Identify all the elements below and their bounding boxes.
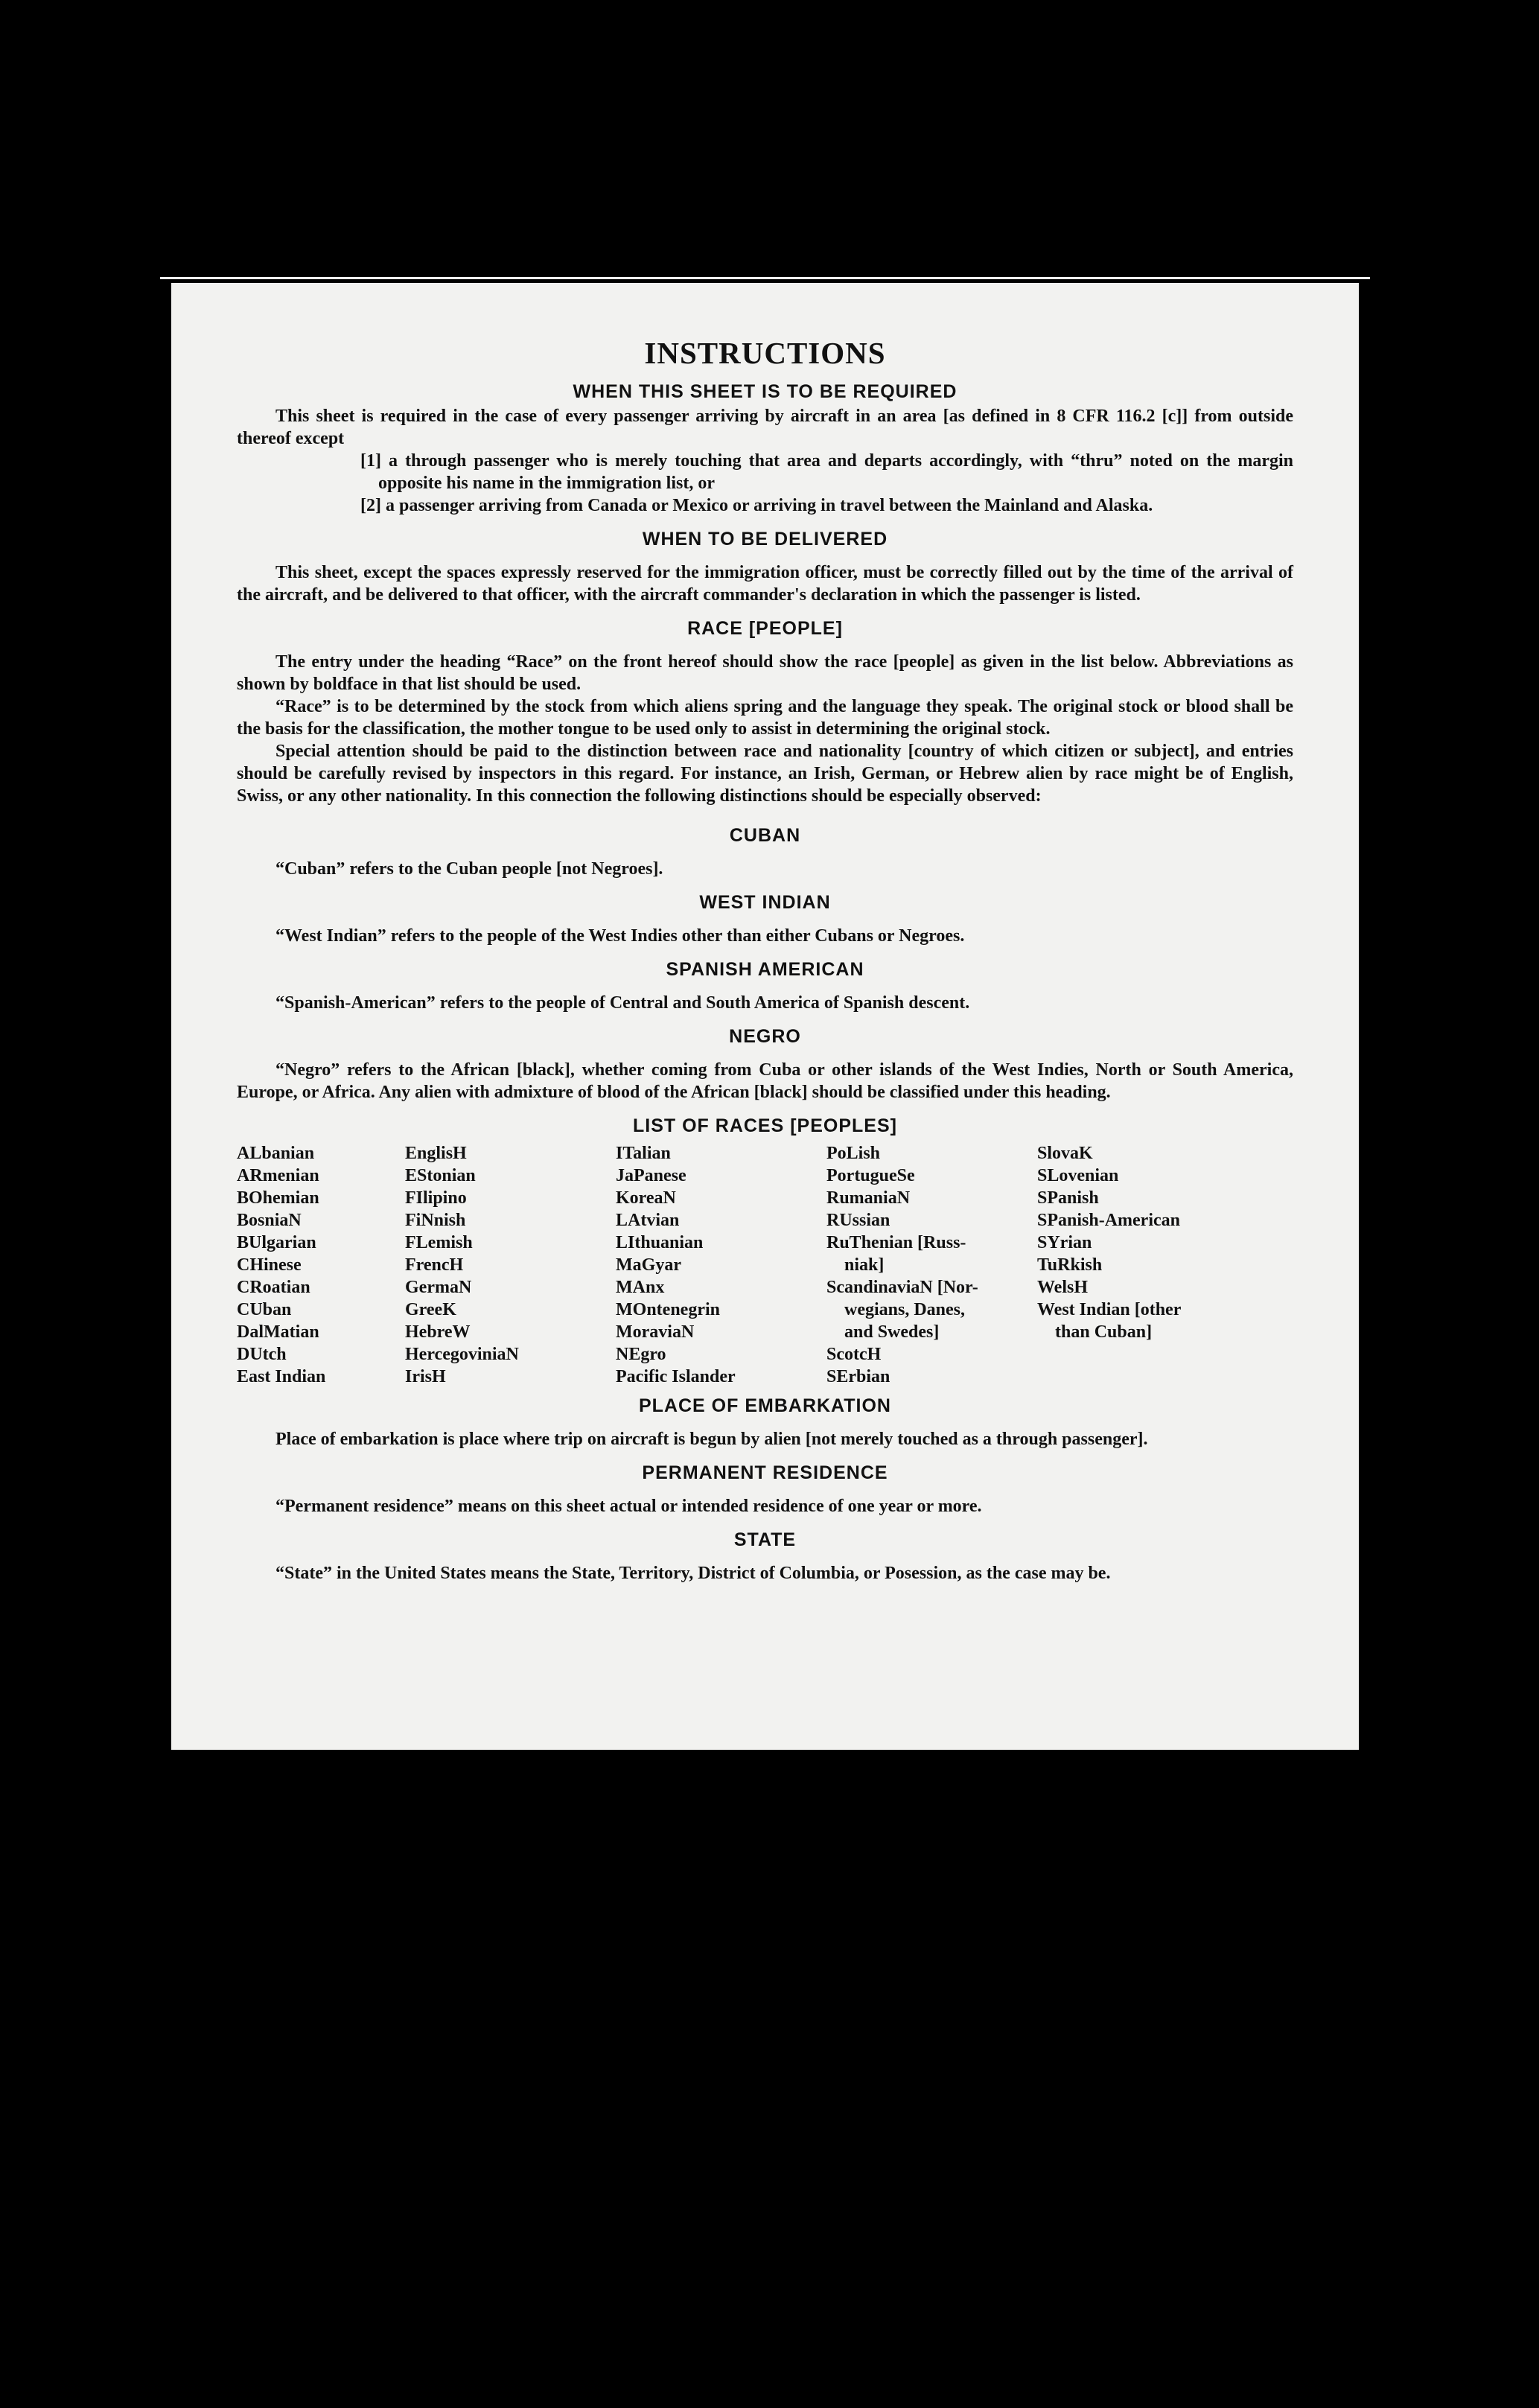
list-item: ARmenian (237, 1166, 319, 1185)
list-item: PortugueSe (826, 1166, 915, 1185)
list-item: HebreW (405, 1322, 471, 1342)
list-item: SErbian (826, 1367, 890, 1386)
list-item: CUban (237, 1300, 292, 1319)
delivered-text: This sheet, except the spaces expressly reserved for the immigration officer, must be correctly filled out by the time of the arrival of the aircraft, and be delivered to that officer, with the aircraft commander's declaration in which the passenger is listed. (237, 563, 1293, 605)
list-item: MoraviaN (616, 1322, 695, 1342)
residence-text: “Permanent residence” means on this sheet actual or intended residence of one year or more. (275, 1497, 982, 1516)
cuban-text: “Cuban” refers to the Cuban people [not Negroes]. (275, 859, 663, 879)
list-item: Pacific Islander (616, 1367, 736, 1386)
list-item: East Indian (237, 1367, 326, 1386)
list-item: BOhemian (237, 1188, 319, 1208)
list-item: NEgro (616, 1345, 666, 1364)
races-column-5 (1037, 1142, 1231, 1388)
list-item: GermaN (405, 1278, 472, 1297)
list-item: FiNnish (405, 1211, 466, 1230)
list-item: EnglisH (405, 1144, 467, 1163)
list-item: LAtvian (616, 1211, 680, 1230)
list-item: KoreaN (616, 1188, 676, 1208)
list-item: FrencH (405, 1255, 464, 1275)
list-item: RUssian (826, 1211, 890, 1230)
heading-negro: NEGRO (729, 1026, 801, 1047)
list-item: RuThenian [Russ- (826, 1233, 966, 1252)
heading-race: RACE [PEOPLE] (687, 618, 843, 639)
list-item: RumaniaN (826, 1188, 911, 1208)
heading-when-delivered: WHEN TO BE DELIVERED (642, 529, 888, 550)
heading-list-of-races: LIST OF RACES [PEOPLES] (633, 1115, 897, 1136)
list-item: SlovaK (1037, 1144, 1093, 1163)
list-item: West Indian [other (1037, 1300, 1182, 1319)
list-item: TuRkish (1037, 1255, 1103, 1275)
list-item: FIlipino (405, 1188, 467, 1208)
scan-edge-line (160, 277, 1370, 279)
race-paragraph-2: “Race” is to be determined by the stock from which aliens spring and the language they speak. The original stock or blood shall be the basis for the classification, the mother tongue to be used only to assist in determining the original stock. (237, 697, 1293, 739)
list-item: IrisH (405, 1367, 446, 1386)
spanish-american-text: “Spanish-American” refers to the people of Central and South America of Spanish descent. (275, 993, 970, 1013)
list-item: PoLish (826, 1144, 881, 1163)
list-item: HercegoviniaN (405, 1345, 519, 1364)
list-item: and Swedes] (844, 1322, 940, 1342)
page-title: INSTRUCTIONS (644, 336, 886, 370)
heading-state: STATE (733, 1529, 797, 1550)
races-column-4 (826, 1142, 1037, 1388)
heading-when-required: WHEN THIS SHEET IS TO BE REQUIRED (573, 381, 958, 402)
races-list (237, 1142, 1293, 1388)
west-indian-text: “West Indian” refers to the people of the West Indies other than either Cubans or Negroes. (275, 926, 965, 946)
required-item-2: [2] a passenger arriving from Canada or Mexico or arriving in travel between the Mainland and Alaska. (360, 496, 1153, 515)
embarkation-text: Place of embarkation is place where trip on aircraft is begun by alien [not merely touched as a through passenger]. (275, 1430, 1148, 1449)
list-item: EStonian (405, 1166, 476, 1185)
heading-place-of-embarkation: PLACE OF EMBARKATION (639, 1395, 891, 1416)
list-item: DUtch (237, 1345, 287, 1364)
list-item: SYrian (1037, 1233, 1092, 1252)
list-item: wegians, Danes, (844, 1300, 966, 1319)
races-column-2 (405, 1142, 616, 1388)
list-item: LIthuanian (616, 1233, 704, 1252)
list-item: SPanish-American (1037, 1211, 1180, 1230)
list-item: GreeK (405, 1300, 456, 1319)
list-item: CHinese (237, 1255, 302, 1275)
negro-text: “Negro” refers to the African [black], whether coming from Cuba or other islands of the West Indies, North or South America, Europe, or Africa. Any alien with admixture of blood of the African [black] should be classified under this heading. (237, 1060, 1293, 1102)
list-item: niak] (844, 1255, 885, 1275)
list-item: ScotcH (826, 1345, 882, 1364)
list-item: ALbanian (237, 1144, 315, 1163)
list-item: JaPanese (616, 1166, 686, 1185)
list-item: BosniaN (237, 1211, 302, 1230)
list-item: WelsH (1037, 1278, 1089, 1297)
heading-cuban: CUBAN (729, 825, 801, 846)
list-item: MOntenegrin (616, 1300, 720, 1319)
heading-permanent-residence: PERMANENT RESIDENCE (642, 1462, 888, 1483)
list-item: than Cuban] (1055, 1322, 1153, 1342)
list-item: MAnx (616, 1278, 665, 1297)
instruction-sheet (171, 283, 1359, 1750)
heading-spanish-american: SPANISH AMERICAN (666, 959, 864, 980)
heading-west-indian: WEST INDIAN (699, 892, 831, 913)
list-item: ITalian (616, 1144, 671, 1163)
race-paragraph-3: Special attention should be paid to the distinction between race and nationality [country of which citizen or subject], and entries should be carefully revised by inspectors in this regard. For instance, an Irish, German, or Hebrew alien by race might be of English, Swiss, or any other nationality. In this connection the following distinctions should be especially observed: (237, 742, 1293, 806)
races-column-3 (616, 1142, 826, 1388)
list-item: SPanish (1037, 1188, 1099, 1208)
list-item: BUlgarian (237, 1233, 316, 1252)
races-column-1 (237, 1142, 405, 1388)
required-intro: This sheet is required in the case of every passenger arriving by aircraft in an area [as defined in 8 CFR 116.2 [c]] from outside thereof except (237, 407, 1293, 448)
list-item: ScandinaviaN [Nor- (826, 1278, 978, 1297)
list-item: SLovenian (1037, 1166, 1119, 1185)
list-item: DalMatian (237, 1322, 319, 1342)
state-text: “State” in the United States means the State, Territory, District of Columbia, or Posession, as the case may be. (275, 1564, 1111, 1583)
list-item: FLemish (405, 1233, 473, 1252)
required-item-1: [1] a through passenger who is merely touching that area and departs accordingly, with “thru” noted on the margin opposite his name in the immigration list, or (360, 451, 1293, 493)
list-item: MaGyar (616, 1255, 681, 1275)
race-paragraph-1: The entry under the heading “Race” on the front hereof should show the race [people] as given in the list below. Abbreviations as shown by boldface in that list should be used. (237, 652, 1293, 694)
list-item: CRoatian (237, 1278, 310, 1297)
